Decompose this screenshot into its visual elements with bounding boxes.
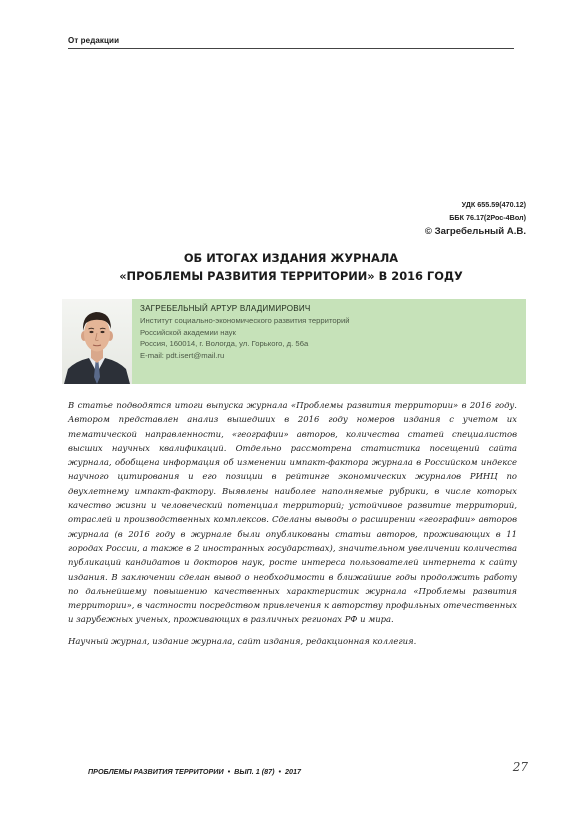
author-name: ЗАГРЕБЕЛЬНЫЙ АРТУР ВЛАДИМИРОВИЧ bbox=[140, 304, 311, 313]
author-affiliation-1: Институт социально-экономического развития территорий bbox=[140, 316, 350, 326]
title-line-1: ОБ ИТОГАХ ИЗДАНИЯ ЖУРНАЛА bbox=[183, 251, 399, 265]
udk-code: УДК 655.59(470.12) bbox=[461, 200, 526, 209]
author-email[interactable]: E-mail: pdt.isert@mail.ru bbox=[140, 350, 225, 360]
section-label-text: От редакции bbox=[68, 36, 120, 45]
copyright-line: © Загребельный А.В. bbox=[424, 226, 526, 237]
author-affiliation-2: Российской академии наук bbox=[140, 327, 236, 337]
bbk-code: ББК 76.17(2Рос-4Вол) bbox=[449, 213, 526, 222]
author-details bbox=[140, 303, 520, 361]
keywords-text: Научный журнал, издание журнала, сайт издания, редакционная коллегия. bbox=[68, 635, 417, 646]
footer-year: 2017 bbox=[285, 767, 302, 776]
page-number: 27 bbox=[512, 760, 528, 774]
author-info-box bbox=[62, 299, 526, 384]
author-portrait-image bbox=[62, 299, 132, 384]
footer-separator: • bbox=[227, 767, 231, 776]
footer-journal: ПРОБЛЕМЫ РАЗВИТИЯ ТЕРРИТОРИИ bbox=[88, 767, 224, 776]
author-address: Россия, 160014, г. Вологда, ул. Горького, д. 56а bbox=[140, 339, 309, 349]
page-footer bbox=[88, 767, 528, 776]
article-title bbox=[60, 249, 522, 285]
footer-separator: • bbox=[278, 767, 282, 776]
abstract-section bbox=[68, 398, 517, 648]
section-label bbox=[68, 36, 514, 49]
classification-block bbox=[425, 198, 526, 239]
abstract-text: В статье подводятся итоги выпуска журнала «Проблемы развития территории» в 2016 году. Автором представлен анализ вышедших в 2016 году номеров издания с учетом их тематической направленности, «географии» авторов, количества статей специалистов высших научных квалификаций. Отдельно рассмотрена статистика посещений сайта журнала, обобщена информация об изменении импакт-фактора журнала в Российском индексе научного цитирования и его позиции в рейтинге экономических журналов РИНЦ по двухлетнему импакт-фактору. Выявлены наиболее наполняемые рубрики, в числе которых качество жизни и человеческий потенциал территорий; устойчивое развитие территорий, отраслей и производственных комплексов. Сделаны выводы о расширении «географии» авторов журнала (в 2016 году в журнале были опубликованы статьи авторов, проживающих в 11 городах России, а также в 2 иностранных государствах), значительном увеличении количества публикаций кандидатов и докторов наук, росте интереса пользователей интернета к сайту издания. В заключении сделан вывод о необходимости в ближайшие годы продолжить работу по дальнейшему повышению качественных характеристик журнала «Проблемы развития территории», в частности посредством привлечения к авторству профильных отечественных и зарубежных ученых, проживающих в различных регионах РФ и мира. bbox=[68, 400, 517, 625]
title-line-2: «ПРОБЛЕМЫ РАЗВИТИЯ ТЕРРИТОРИИ» В 2016 ГОДУ bbox=[119, 269, 463, 283]
footer-issue: ВЫП. 1 (87) bbox=[234, 767, 275, 776]
author-photo bbox=[62, 299, 132, 384]
